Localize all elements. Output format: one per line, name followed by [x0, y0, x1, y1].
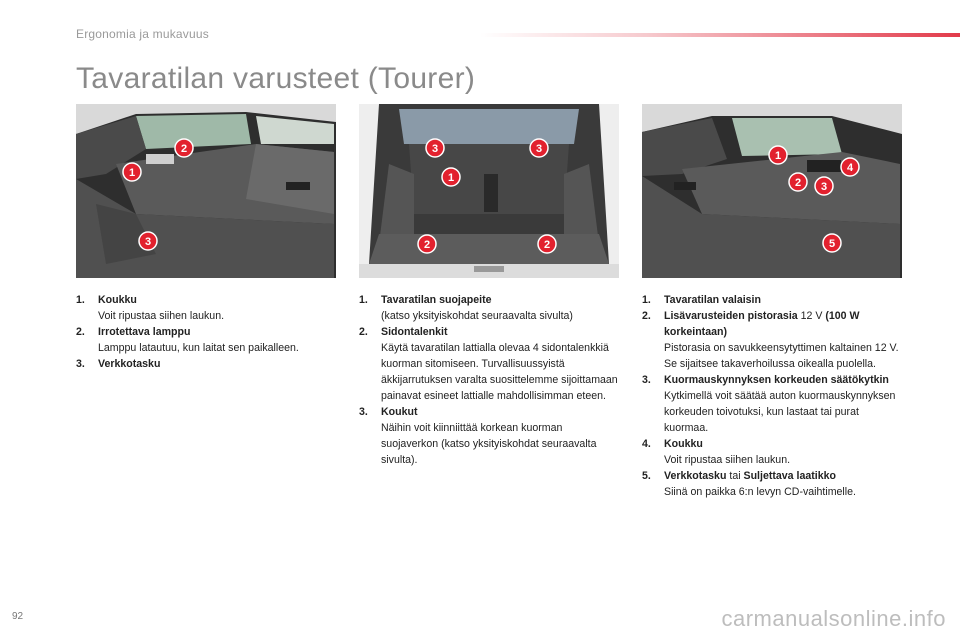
item-title: Tavaratilan suojapeite — [381, 294, 492, 306]
legend-item — [642, 292, 904, 308]
legend-item — [359, 324, 621, 404]
trunk-photo-right — [642, 104, 902, 278]
item-title: Irrotettava lamppu — [98, 326, 191, 338]
item-number: 2. — [76, 326, 85, 338]
item-title-bold: Lisävarusteiden pistorasia — [664, 310, 798, 322]
item-title — [664, 310, 860, 338]
item-title: Koukku — [98, 294, 137, 306]
item-number: 3. — [359, 406, 368, 418]
item-title-rest: Suljettava laatikko — [743, 470, 836, 482]
item-number: 3. — [642, 374, 651, 386]
callout-label: 2 — [543, 239, 551, 251]
legend-item — [642, 436, 904, 468]
section-header: Ergonomia ja mukavuus — [76, 27, 209, 41]
item-description: Lamppu latautuu, kun laitat sen paikalleen. — [98, 342, 299, 354]
item-description: Voit ripustaa siihen laukun. — [98, 310, 225, 322]
item-description: Siinä on paikka 6:n levyn CD-vaihtimelle. — [664, 486, 856, 498]
item-number: 1. — [359, 294, 368, 306]
trunk-photo-center — [359, 104, 619, 278]
callout-label: 2 — [794, 177, 802, 189]
item-number: 2. — [359, 326, 368, 338]
legend-column-right — [642, 292, 904, 500]
item-title-rest: (100 W korkeintaan) — [664, 310, 860, 338]
item-number: 5. — [642, 470, 651, 482]
item-description: (katso yksityiskohdat seuraavalta sivulta) — [381, 310, 573, 322]
item-description: Näihin voit kiinniittää korkean kuorman suojaverkon (katso yksityiskohdat seuraavalta sivulta). — [381, 422, 597, 466]
page-number: 92 — [12, 611, 24, 622]
legend-item — [359, 292, 621, 324]
callout-label: 3 — [535, 143, 543, 155]
item-title: Verkkotasku — [98, 358, 161, 370]
page-title: Tavaratilan varusteet (Tourer) — [76, 62, 476, 95]
callout-label: 3 — [431, 143, 439, 155]
item-title: Koukku — [664, 438, 703, 450]
legend-item — [76, 292, 338, 324]
callout-label: 3 — [820, 181, 828, 193]
callout-label: 5 — [828, 238, 836, 250]
legend-item — [642, 372, 904, 436]
legend-item — [76, 324, 338, 356]
item-number: 4. — [642, 438, 651, 450]
item-number: 1. — [76, 294, 85, 306]
item-number: 2. — [642, 310, 651, 322]
item-description: Kytkimellä voit säätää auton kuormauskynnyksen korkeuden toivotuksi, kun lastaat tai purat kuormaa. — [664, 390, 896, 434]
item-description: Käytä tavaratilan lattialla olevaa 4 sidontalenkkiä kuorman sitomiseen. Turvallisuussyistä äkkijarrutuksen varalta suosittelemme sijoittamaan painavat esineet lattialle mahdollisimman eteen. — [381, 342, 618, 402]
legend-column-center — [359, 292, 621, 468]
item-title-bold: Verkkotasku — [664, 470, 727, 482]
callout-label: 2 — [423, 239, 431, 251]
item-title: Sidontalenkit — [381, 326, 448, 338]
item-title-plain: tai — [726, 470, 744, 482]
callout-label: 1 — [774, 150, 782, 162]
legend-item — [359, 404, 621, 468]
item-description: Pistorasia on savukkeensytyttimen kaltainen 12 V. Se sijaitsee takaverhoilussa oikealla puolella. — [664, 342, 899, 370]
callout-label: 3 — [144, 236, 152, 248]
item-title: Tavaratilan valaisin — [664, 294, 761, 306]
watermark: carmanualsonline.info — [721, 606, 946, 631]
trunk-photo-left — [76, 104, 336, 278]
callout-label: 1 — [447, 172, 455, 184]
item-title: Kuormauskynnyksen korkeuden säätökytkin — [664, 374, 889, 386]
legend-column-left — [76, 292, 338, 372]
legend-item — [642, 308, 904, 372]
item-title-plain: 12 V — [797, 310, 826, 322]
callout-label: 1 — [128, 167, 136, 179]
item-number: 1. — [642, 294, 651, 306]
callout-label: 4 — [846, 162, 854, 174]
item-title — [664, 470, 836, 482]
item-number: 3. — [76, 358, 85, 370]
legend-item — [642, 468, 904, 500]
item-description: Voit ripustaa siihen laukun. — [664, 454, 791, 466]
legend-item — [76, 356, 338, 372]
callout-label: 2 — [180, 143, 188, 155]
item-title: Koukut — [381, 406, 418, 418]
header-accent-bar — [480, 33, 960, 37]
